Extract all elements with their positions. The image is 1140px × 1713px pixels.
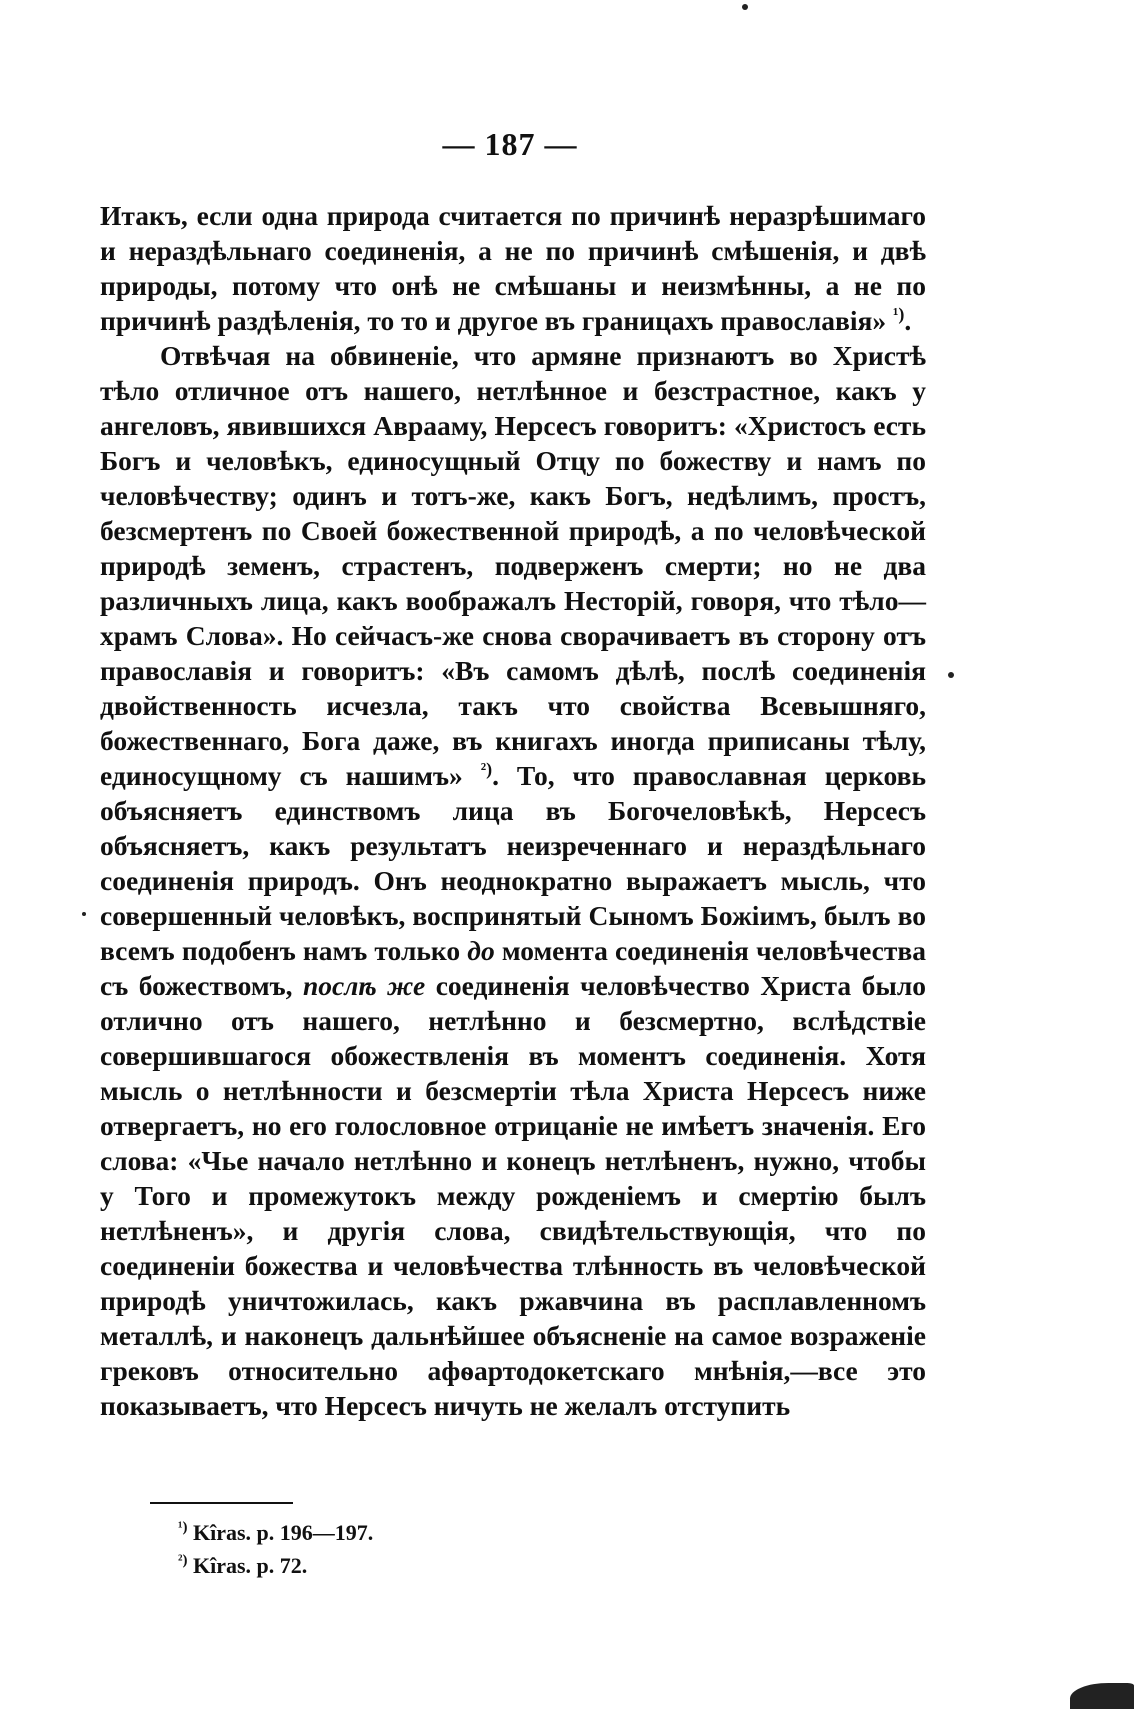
footnote-2: [178, 1549, 373, 1582]
paragraph-2-part4: соединенія человѣчество Христа было отлично отъ нашего, нетлѣнно и безсмертно, вслѣдствіе совершившагося обожествленія въ моментъ соединенія. Хотя мысль о нетлѣнности и безсмертіи тѣла Христа Нерсесъ ниже отвергаетъ, но его голословное отрицаніе не имѣетъ значенія. Его слова: «Чье начало нетлѣнно и конецъ нетлѣненъ, нужно, чтобы у Того и промежутокъ между рожденіемъ и смертію былъ нетлѣненъ», и другія слова, свидѣтельствующія, что по соединеніи божества и человѣчества тлѣнность въ человѣческой природѣ уничтожилась, какъ ржавчина въ расплавленномъ металлѣ, и наконецъ дальнѣйшее объясненіе на самое возраженіе грековъ относительно афѳартодокетскаго мнѣнія,—все это показываетъ, что Нерсесъ ничуть не желалъ отступить: [100, 970, 927, 1421]
paragraph-1: [100, 198, 926, 338]
emphasis-posle-zhe: послѣ же: [303, 970, 426, 1001]
speck-right-margin: [948, 672, 954, 678]
footnote-1: [178, 1516, 373, 1549]
footnote-separator: [150, 1502, 293, 1504]
footnote-1-text: Kîras. p. 196—197.: [187, 1520, 374, 1545]
footnote-1-mark: ¹): [178, 1519, 188, 1536]
footnote-ref-1: ¹): [893, 303, 905, 324]
footnote-2-text: Kîras. p. 72.: [187, 1553, 308, 1578]
footnote-2-mark: ²): [178, 1552, 188, 1569]
corner-scan-mark: [1070, 1683, 1134, 1709]
paragraph-2: [100, 338, 926, 1423]
speck-left-margin: [82, 912, 86, 916]
footnote-ref-2: ²): [480, 758, 493, 779]
body-text: [100, 198, 926, 1423]
footnotes: [178, 1516, 373, 1582]
paragraph-2-part1: Отвѣчая на обвиненіе, что армяне признаютъ во Христѣ тѣло отличное отъ нашего, нетлѣнное и безстрастное, какъ у ангеловъ, явившихся Аврааму, Нерсесъ говоритъ: «Христосъ есть Богъ и человѣкъ, единосущный Отцу по божеству и намъ по человѣчеству; одинъ и тотъ-же, какъ Богъ, недѣлимъ, простъ, безсмертенъ по Своей божественной природѣ, а по человѣческой природѣ земенъ, страстенъ, подверженъ смерти; но не два различныхъ лица, какъ воображалъ Несторій, говоря, что тѣло—храмъ Слова». Но сейчасъ-же снова сворачиваетъ въ сторону отъ православія и говоритъ: «Въ самомъ дѣлѣ, послѣ соединенія двойственность исчезла, такъ что свойства Всевышняго, божественнаго, Бога даже, въ книгахъ иногда приписаны тѣлу, единосущному съ нашимъ»: [100, 340, 926, 791]
paragraph-2-part2: . То, что православная церковь объясняетъ единствомъ лица въ Богочеловѣкѣ, Нерсесъ объясняетъ, какъ результатъ неизреченнаго и нераздѣльнаго соединенія природъ. Онъ неоднократно выражаетъ мысль, что совершенный человѣкъ, воспринятый Сыномъ Божіимъ, былъ во всемъ подобенъ намъ только: [100, 760, 927, 966]
speck-top: [742, 4, 748, 10]
paragraph-1-tail: .: [904, 305, 912, 336]
emphasis-do: до: [467, 935, 495, 966]
paragraph-1-text: Итакъ, если одна природа считается по причинѣ неразрѣшимаго и нераздѣльнаго соединенія, а не по причинѣ смѣшенія, и двѣ природы, потому что онѣ не смѣшаны и неизмѣнны, а не по причинѣ раздѣленія, то то и другое въ границахъ православія»: [100, 200, 926, 336]
page-number: — 187 —: [442, 126, 578, 162]
paragraph-2-part3: момента соединенія человѣчества съ божествомъ,: [100, 935, 926, 1001]
